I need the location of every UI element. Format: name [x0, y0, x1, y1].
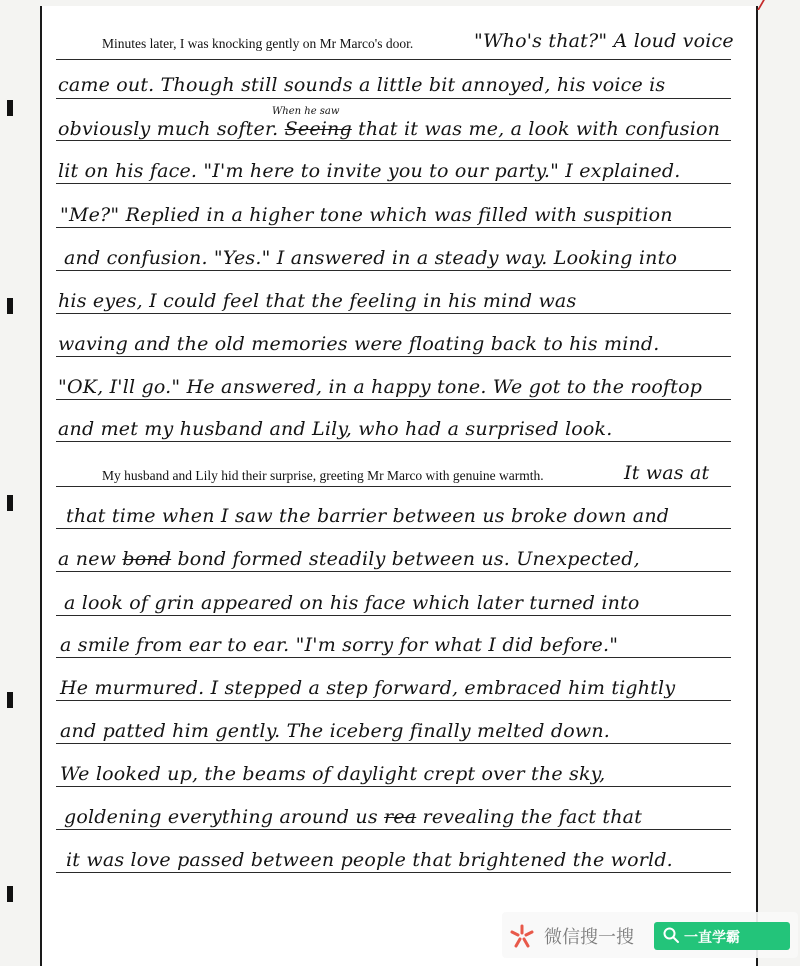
ruled-line: [56, 829, 731, 830]
ruled-line: [56, 615, 731, 616]
ruled-line: [56, 786, 731, 787]
printed-second-paragraph-opening: My husband and Lily hid their surprise, greeting Mr Marco with genuine warmth.: [102, 468, 544, 483]
handwritten-line: and confusion. "Yes." I answered in a steady way. Looking into: [64, 247, 678, 269]
ruled-line: [56, 183, 731, 184]
wechat-search-logo-icon: [508, 922, 536, 950]
handwritten-line: and met my husband and Lily, who had a surprised look.: [58, 418, 613, 440]
margin-tick: [7, 692, 13, 708]
handwritten-line: his eyes, I could feel that the feeling in his mind was: [58, 290, 577, 312]
ruled-line: [56, 486, 731, 487]
handwritten-line: "Me?" Replied in a higher tone which was filled with suspition: [60, 204, 673, 226]
handwritten-line: a smile from ear to ear. "I'm sorry for what I did before.": [60, 634, 619, 656]
printed-opening-sentence: Minutes later, I was knocking gently on Mr Marco's door.: [102, 36, 414, 51]
ruled-line: [56, 700, 731, 701]
watermark-app-name: 微信搜一搜: [544, 927, 634, 948]
handwritten-line: He murmured. I stepped a step forward, embraced him tightly: [60, 677, 676, 699]
handwritten-line: obviously much softer. Seeing that it was me, a look with confusion: [58, 118, 721, 140]
handwritten-line: We looked up, the beams of daylight crept over the sky,: [60, 763, 606, 785]
ruled-line: [56, 399, 731, 400]
struck-word: rea: [384, 806, 417, 828]
handwritten-line: It was at: [624, 462, 710, 484]
ruled-line: [56, 59, 731, 60]
ruled-line: [56, 98, 731, 99]
ruled-line: [56, 571, 731, 572]
watermark-search-button[interactable]: [654, 922, 790, 950]
ruled-line: [56, 872, 731, 873]
inserted-correction: When he saw: [272, 106, 340, 117]
handwritten-line: that time when I saw the barrier between us broke down and: [66, 505, 670, 527]
struck-word: Seeing: [284, 118, 352, 140]
margin-tick: [7, 298, 13, 314]
ruled-line: [56, 528, 731, 529]
ruled-line: [56, 270, 731, 271]
handwritten-line: it was love passed between people that brightened the world.: [66, 849, 673, 871]
handwritten-line: goldening everything around us rea revealing the fact that: [64, 806, 643, 828]
wechat-search-watermark: [502, 912, 798, 958]
watermark-search-label: 一直学霸: [684, 930, 740, 946]
margin-tick: [7, 886, 13, 902]
handwritten-line: and patted him gently. The iceberg finally melted down.: [60, 720, 610, 742]
handwritten-line: a look of grin appeared on his face which later turned into: [64, 592, 640, 614]
ruled-line: [56, 313, 731, 314]
ruled-line: [56, 441, 731, 442]
ruled-line: [56, 356, 731, 357]
handwritten-line: "OK, I'll go." He answered, in a happy tone. We got to the rooftop: [58, 376, 703, 398]
ruled-line: [56, 657, 731, 658]
handwritten-line: waving and the old memories were floating back to his mind.: [58, 333, 660, 355]
handwritten-line: "Who's that?" A loud voice: [474, 30, 734, 52]
handwritten-line: a new bond bond formed steadily between us. Unexpected,: [58, 548, 640, 570]
red-correction-mark: [743, 0, 765, 10]
struck-word: bond: [122, 548, 172, 570]
handwritten-line: came out. Though still sounds a little bit annoyed, his voice is: [58, 74, 666, 96]
ruled-line: [56, 743, 731, 744]
ruled-line: [56, 140, 731, 141]
margin-tick: [7, 495, 13, 511]
handwritten-line: lit on his face. "I'm here to invite you to our party." I explained.: [58, 160, 681, 182]
margin-tick: [7, 100, 13, 116]
search-icon: [662, 926, 680, 944]
ruled-line: [56, 227, 731, 228]
